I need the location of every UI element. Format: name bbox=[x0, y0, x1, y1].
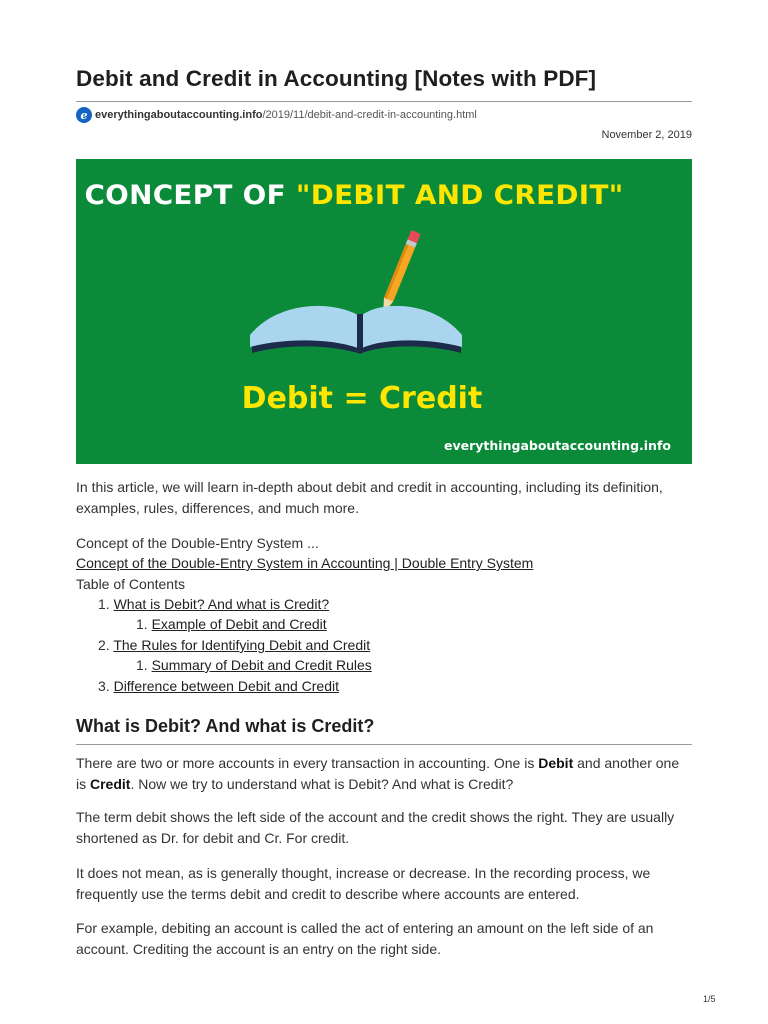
section-paragraph-3: It does not mean, as is generally thought, increase or decrease. In the recording process, we frequently use the terms debit and credit to describe where accounts are entered. bbox=[76, 865, 651, 902]
section-paragraph-1: There are two or more accounts in every transaction in accounting. One is Debit and another one is Credit. Now we try to understand what is Debit? And what is Credit? bbox=[76, 755, 680, 792]
toc-item[interactable] bbox=[98, 676, 339, 696]
toc-heading: Table of Contents bbox=[76, 576, 185, 592]
toc-item-number: 1. bbox=[136, 657, 148, 673]
book-and-pencil-illustration bbox=[76, 159, 692, 464]
toc-item[interactable] bbox=[98, 594, 329, 614]
toc-item[interactable] bbox=[98, 635, 370, 655]
toc-subitem[interactable] bbox=[136, 614, 327, 634]
term-debit: Debit bbox=[538, 755, 574, 771]
related-link-text[interactable]: Concept of the Double-Entry System in Accounting | Double Entry System bbox=[76, 555, 534, 571]
page-title: Debit and Credit in Accounting [Notes with PDF] bbox=[76, 66, 597, 91]
toc-item-number: 1. bbox=[98, 596, 110, 612]
toc-item-number: 3. bbox=[98, 678, 110, 694]
section-paragraph-2: The term debit shows the left side of the account and the credit shows the right. They are usually shortened as Dr. for debit and Cr. For credit. bbox=[76, 809, 675, 846]
toc-link[interactable]: Summary of Debit and Credit Rules bbox=[151, 657, 372, 673]
term-credit: Credit bbox=[90, 776, 131, 792]
section-paragraph-4: For example, debiting an account is called the act of entering an amount on the left side of an account. Crediting the account is an entry on the right side. bbox=[76, 920, 654, 957]
hero-equation: Debit = Credit bbox=[241, 381, 483, 416]
source-url[interactable] bbox=[76, 106, 477, 124]
pencil-icon bbox=[378, 230, 420, 315]
related-teaser: Concept of the Double-Entry System ... bbox=[76, 535, 319, 551]
hero-image bbox=[76, 159, 692, 464]
source-domain[interactable]: everythingaboutaccounting.info bbox=[95, 109, 263, 121]
toc-subitem[interactable] bbox=[136, 655, 372, 675]
publish-date: November 2, 2019 bbox=[601, 129, 692, 141]
toc-item-number: 1. bbox=[136, 616, 148, 632]
toc-link[interactable]: What is Debit? And what is Credit? bbox=[113, 596, 330, 612]
related-link[interactable] bbox=[76, 553, 533, 573]
page-number: 1/5 bbox=[703, 994, 716, 1004]
site-logo-icon: e bbox=[76, 107, 92, 123]
source-path[interactable]: /2019/11/debit-and-credit-in-accounting.html bbox=[262, 109, 477, 121]
toc-link[interactable]: The Rules for Identifying Debit and Credit bbox=[113, 637, 371, 653]
hero-heading-quoted: "DEBIT AND CREDIT" bbox=[295, 180, 624, 211]
section-divider bbox=[76, 744, 692, 745]
section-heading: What is Debit? And what is Credit? bbox=[76, 716, 375, 736]
toc-link[interactable]: Example of Debit and Credit bbox=[151, 616, 327, 632]
intro-paragraph: In this article, we will learn in-depth about debit and credit in accounting, including its definition, examples, rules, differences, and much more. bbox=[76, 479, 663, 516]
open-book-icon bbox=[250, 306, 462, 354]
hero-site-url: everythingaboutaccounting.info bbox=[444, 438, 671, 453]
title-divider bbox=[76, 101, 692, 102]
toc-item-number: 2. bbox=[98, 637, 110, 653]
toc-link[interactable]: Difference between Debit and Credit bbox=[113, 678, 340, 694]
hero-heading-prefix: CONCEPT OF bbox=[84, 180, 296, 211]
